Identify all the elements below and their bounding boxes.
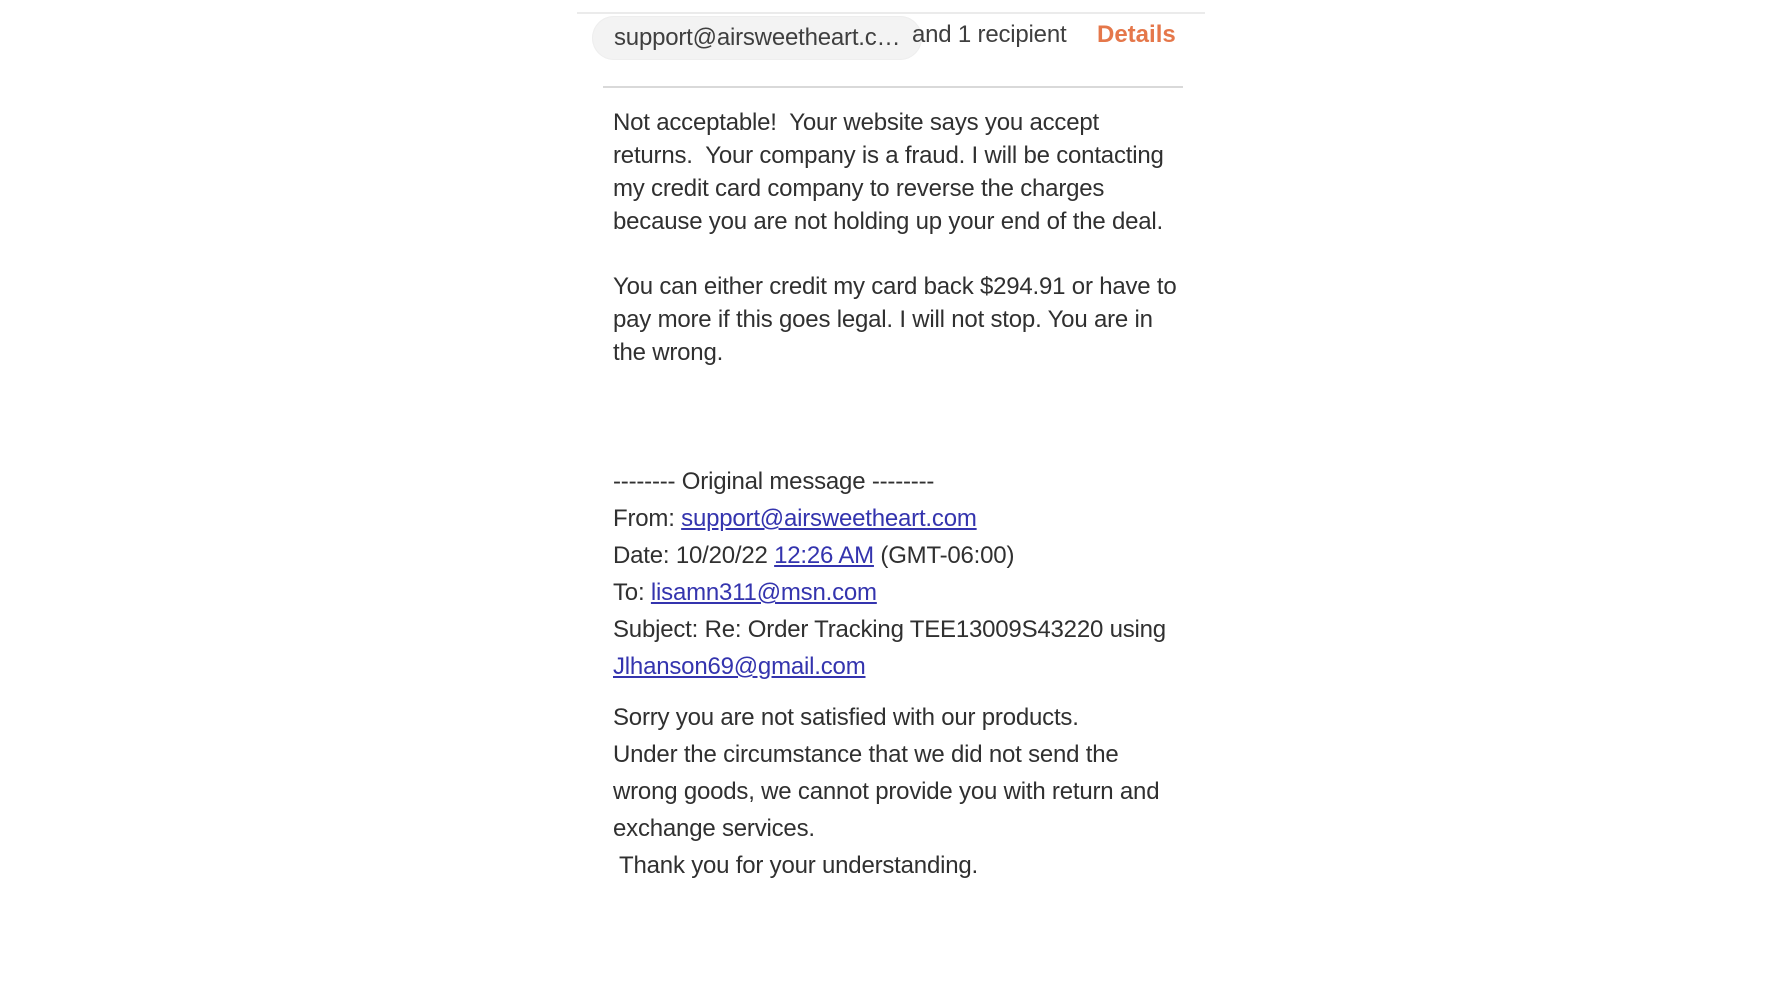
body-line: Thank you for your understanding. <box>613 852 978 879</box>
header-divider <box>603 86 1183 88</box>
body-line: returns. Your company is a fraud. I will be contacting <box>613 142 1164 169</box>
body-line: You can either credit my card back $294.91 or have to <box>613 273 1177 300</box>
to-email-link[interactable]: lisamn311@msn.com <box>650 579 877 606</box>
sender-chip-label: support@airsweetheart.c… <box>614 24 901 51</box>
from-label: From: <box>613 505 682 532</box>
to-label: To: <box>613 579 651 606</box>
body-line: the wrong. <box>613 339 724 366</box>
body-line: Not acceptable! Your website says you accept <box>613 109 1099 136</box>
subject-email-line <box>613 648 1166 685</box>
top-divider <box>577 12 1205 14</box>
quoted-original-message <box>613 463 1166 685</box>
date-line <box>613 537 1166 574</box>
to-line <box>613 574 1166 611</box>
date-time-link[interactable]: 12:26 AM <box>774 542 874 569</box>
paragraph-complaint <box>613 106 1164 238</box>
subject-email-link[interactable]: Jlhanson69@gmail.com <box>613 653 866 680</box>
body-line: exchange services. <box>613 815 815 842</box>
from-email-link[interactable]: support@airsweetheart.com <box>681 505 977 532</box>
subject-line: Subject: Re: Order Tracking TEE13009S43220 using <box>613 616 1166 643</box>
from-line <box>613 500 1166 537</box>
body-line: Sorry you are not satisfied with our products. <box>613 704 1079 731</box>
body-line: Under the circumstance that we did not send the <box>613 741 1119 768</box>
body-line: my credit card company to reverse the charges <box>613 175 1105 202</box>
paragraph-demand <box>613 270 1177 369</box>
date-label: Date: 10/20/22 <box>613 542 775 569</box>
body-line: pay more if this goes legal. I will not stop. You are in <box>613 306 1153 333</box>
body-line: wrong goods, we cannot provide you with return and <box>613 778 1160 805</box>
date-timezone: (GMT-06:00) <box>873 542 1015 569</box>
body-line: because you are not holding up your end of the deal. <box>613 208 1164 235</box>
sender-chip[interactable] <box>592 16 922 60</box>
paragraph-reply <box>613 699 1159 884</box>
original-message-separator: -------- Original message -------- <box>613 468 935 495</box>
recipient-summary: and 1 recipient <box>912 21 1067 48</box>
details-button[interactable]: Details <box>1097 21 1176 48</box>
